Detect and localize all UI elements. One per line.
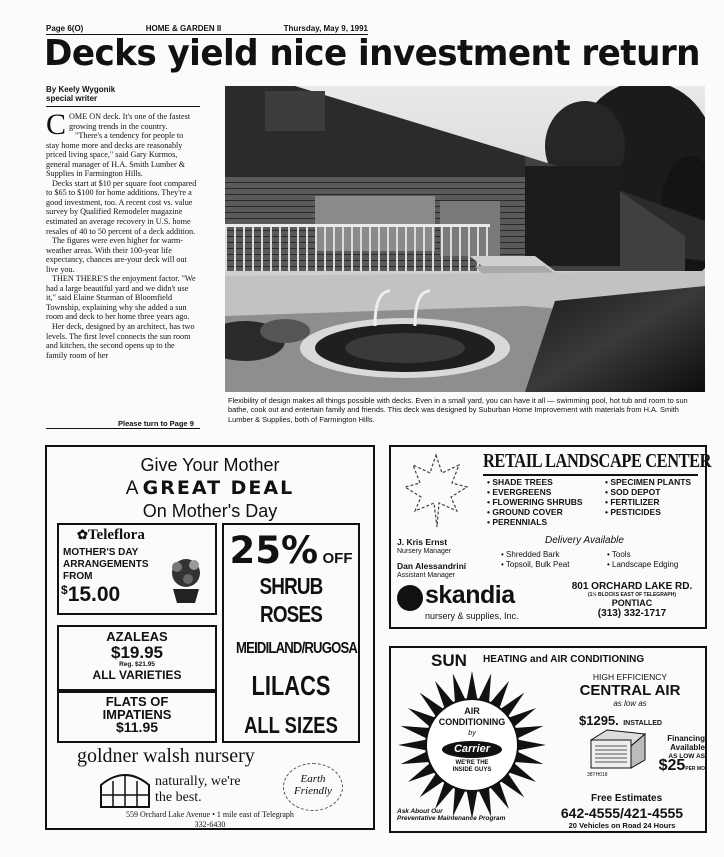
ad-line-2 <box>47 477 373 500</box>
staff-role: Nursery Manager <box>397 548 452 555</box>
page-number: Page 6(O) <box>46 24 84 33</box>
ad-line-3: On Mother's Day <box>142 501 278 521</box>
skandia-brand: skandia <box>425 581 515 609</box>
section-name: HOME & GARDEN II <box>145 24 222 33</box>
maintenance-note <box>397 808 505 822</box>
delivery-available: Delivery Available <box>545 535 624 546</box>
mothers-day-price <box>61 583 120 607</box>
phone: 642-4555/421-4555 <box>560 805 684 821</box>
deck-photo-image <box>225 86 705 392</box>
badge-line: Friendly <box>294 785 332 797</box>
tagline-line: the best. <box>155 790 202 805</box>
sun-ray <box>516 739 546 750</box>
installed: INSTALLED <box>623 720 662 727</box>
products-right <box>605 477 691 517</box>
byline <box>46 85 115 103</box>
paragraph: THEN THERE'S the enjoyment factor. "We had a large beautiful yard and we didn't use it," said Elaine Sturman of Bloomfield Township, explaining why she added a sun room and deck to her home three years ago. <box>46 274 196 322</box>
ad-line-1: Give Your Mother <box>140 455 280 475</box>
impatiens-price: $11.95 <box>115 719 159 735</box>
azaleas-regular-price: Reg. $21.95 <box>119 661 155 668</box>
azaleas-price: $19.95 <box>111 643 163 662</box>
list-item: • GROUND COVER <box>487 507 563 517</box>
address: 801 ORCHARD LAKE RD. <box>571 581 693 592</box>
all-sizes: ALL SIZES <box>244 712 338 738</box>
nursery-tagline <box>155 774 241 806</box>
products-left <box>487 477 583 527</box>
teleflora-logo <box>77 527 145 544</box>
financing-line: AS LOW AS <box>668 753 705 760</box>
free-estimates: Free Estimates <box>591 793 663 804</box>
nursery-address: 559 Orchard Lake Avenue • 1 mile east of Telegraph <box>126 810 294 819</box>
sun-heating-ad <box>389 646 707 833</box>
financing-line: Available <box>670 743 705 752</box>
mothers-day-line: FROM <box>63 571 93 582</box>
author-role: special writer <box>46 94 98 103</box>
mothers-day-line: ARRANGEMENTS <box>63 559 149 570</box>
title-rule <box>483 474 698 476</box>
sun-line: AIR <box>464 706 480 716</box>
discount <box>224 529 358 572</box>
azaleas-box <box>57 625 217 691</box>
great-deal: GREAT DEAL <box>142 477 295 499</box>
paragraph: "There's a tendency for people to stay home more and decks are reasonably priced living space," said Gary Kurmos, general manager of H.A. Smith Lumber & Supplies in Farmington Hills. <box>46 131 186 179</box>
maple-leaf-icon <box>401 451 471 531</box>
tagline-line: naturally, we're <box>155 774 241 789</box>
mothers-day-line: MOTHER'S DAY <box>63 547 139 558</box>
phone: (313) 332-1717 <box>597 608 667 619</box>
paragraph: The figures were even higher for warm-weather areas. With their 100-year life expectancy, chances are-your deck will out live you. <box>46 236 187 274</box>
ac-unit-icon <box>587 728 649 772</box>
delivery-right <box>607 550 678 570</box>
list-item: • SOD DEPOT <box>605 487 661 497</box>
list-item: • FLOWERING SHRUBS <box>487 497 583 507</box>
badge-line: Earth <box>300 773 326 785</box>
central-air: CENTRAL AIR <box>579 682 681 699</box>
price-value: 15.00 <box>67 583 121 606</box>
article-rule <box>46 428 200 429</box>
headline: Decks yield nice investment return <box>44 33 700 74</box>
azaleas-varieties: ALL VARIETIES <box>92 668 182 682</box>
sun-line: by <box>468 730 476 737</box>
meidiland-rugosa: MEIDILAND/RUGOSA <box>236 640 358 657</box>
teleflora-box <box>57 523 217 615</box>
drop-cap: C <box>46 108 67 141</box>
sun-brand: SUN <box>431 651 467 670</box>
financing-line: Financing <box>667 734 705 743</box>
list-item: • SPECIMEN PLANTS <box>605 477 692 487</box>
skandia-subtitle: nursery & supplies, Inc. <box>425 611 519 621</box>
as-low-as: as low as <box>613 699 647 708</box>
carrier-logo: Carrier <box>442 741 502 758</box>
list-item: • Tools <box>607 550 631 559</box>
price: $1295. <box>579 713 619 728</box>
inside-line: WE'RE THE <box>455 760 489 766</box>
retail-landscape-title: RETAIL LANDSCAPE CENTER <box>483 450 712 472</box>
deck-photo <box>225 86 705 392</box>
mothers-day-text <box>63 547 149 583</box>
staff-list <box>397 538 466 580</box>
teleflora-mark-icon: ✿ <box>77 527 88 542</box>
inside-line: INSIDE GUYS <box>452 767 492 773</box>
photo-caption: Flexibility of design makes all things possible with decks. Even in a small yard, you can have it all — swimming pool, hot tub and room to sun bathe, cook out and entertain family and friends. This deck was designed by Suburban Home Improvement with materials from H.A. Smith Lumber & Supplies, both of Farmington Hills. <box>228 396 688 424</box>
sun-title: HEATING and AIR CONDITIONING <box>483 654 645 665</box>
byline-rule <box>46 106 200 107</box>
staff-role: Assistant Manager <box>397 572 455 579</box>
impatiens-box <box>57 691 217 743</box>
lilacs: LILACS <box>251 670 331 701</box>
shrub-roses-box <box>222 523 360 743</box>
sun-contact <box>539 805 705 830</box>
list-item: • Shredded Bark <box>501 550 560 559</box>
list-item: • Landscape Edging <box>607 560 679 569</box>
city: PONTIAC <box>611 598 653 608</box>
list-item: • PESTICIDES <box>605 507 661 517</box>
discount-off: OFF <box>322 550 353 567</box>
sun-ray <box>466 671 477 701</box>
per-month: PER MO <box>685 766 705 772</box>
issue-date: Thursday, May 9, 1991 <box>283 24 368 33</box>
vehicles: 20 Vehicles on Road 24 Hours <box>568 821 676 830</box>
delivery-left <box>501 550 569 570</box>
skandia-location <box>559 581 705 619</box>
financing <box>653 734 705 774</box>
flower-arrangement-icon <box>163 553 209 607</box>
sun-ray <box>398 739 428 750</box>
lead-paragraph <box>46 108 198 141</box>
skandia-logo-icon <box>397 585 423 611</box>
discount-percent: 25% <box>229 529 319 572</box>
staff-name: J. Kris Ernst <box>397 537 448 547</box>
list-item: • PERENNIALS <box>487 517 548 527</box>
address-note: (1½ BLOCKS EAST OF TELEGRAPH) <box>587 592 677 598</box>
jump-line: Please turn to Page 9 <box>118 419 194 428</box>
paragraph: Her deck, designed by an architect, has two levels. The first level connects the sun room and kitchen, the second opens up to the family room of her <box>46 322 195 360</box>
greenhouse-icon <box>97 769 153 809</box>
sun-line: CONDITIONING <box>438 717 506 727</box>
list-item: • SHADE TREES <box>487 477 553 487</box>
list-item: • FERTILIZER <box>605 497 660 507</box>
paragraph: Decks start at $10 per square foot compared to $65 to $100 for home additions. They're a good investment, too. A recent cost vs. value survey by Qualified Remodeler magazine estimated an average recovery in U.S. home resales of 40 to 50 percent of a deck addition. <box>46 178 197 236</box>
high-efficiency: HIGH EFFICIENCY <box>592 672 668 682</box>
list-item: • Topsoil, Bulk Peat <box>501 560 570 569</box>
flats-line: FLATS OF <box>105 694 169 709</box>
skandia-ad <box>389 445 712 629</box>
list-item: • EVERGREENS <box>487 487 552 497</box>
model-number: 38TH018 <box>587 772 608 778</box>
maintenance-line: Ask About Our <box>397 808 443 815</box>
flats-line: IMPATIENS <box>102 707 172 722</box>
price-sign: $ <box>61 583 68 597</box>
financing-price: $25 <box>658 757 686 774</box>
shrub-roses: SHRUB ROSES <box>259 573 323 627</box>
sun-center-text <box>429 706 515 774</box>
goldner-walsh-ad <box>45 445 375 830</box>
author-name: By Keely Wygonik <box>46 85 116 94</box>
lead-text: OME ON deck. It's one of the fastest growing trends in the country. <box>69 112 191 131</box>
earth-friendly-badge <box>283 763 343 811</box>
nursery-phone: 332-6430 <box>194 820 226 829</box>
maintenance-line: Preventative Maintenance Program <box>397 815 506 822</box>
article-body <box>46 108 198 360</box>
ad-line-2a: A <box>125 478 138 499</box>
teleflora-name: Teleflora <box>87 527 145 543</box>
goldner-walsh-logo: goldner walsh nursery <box>77 745 255 767</box>
central-air-offer <box>555 672 705 708</box>
staff-name: Dan Alessandrini <box>397 561 467 571</box>
azaleas-label: AZALEAS <box>106 629 168 644</box>
